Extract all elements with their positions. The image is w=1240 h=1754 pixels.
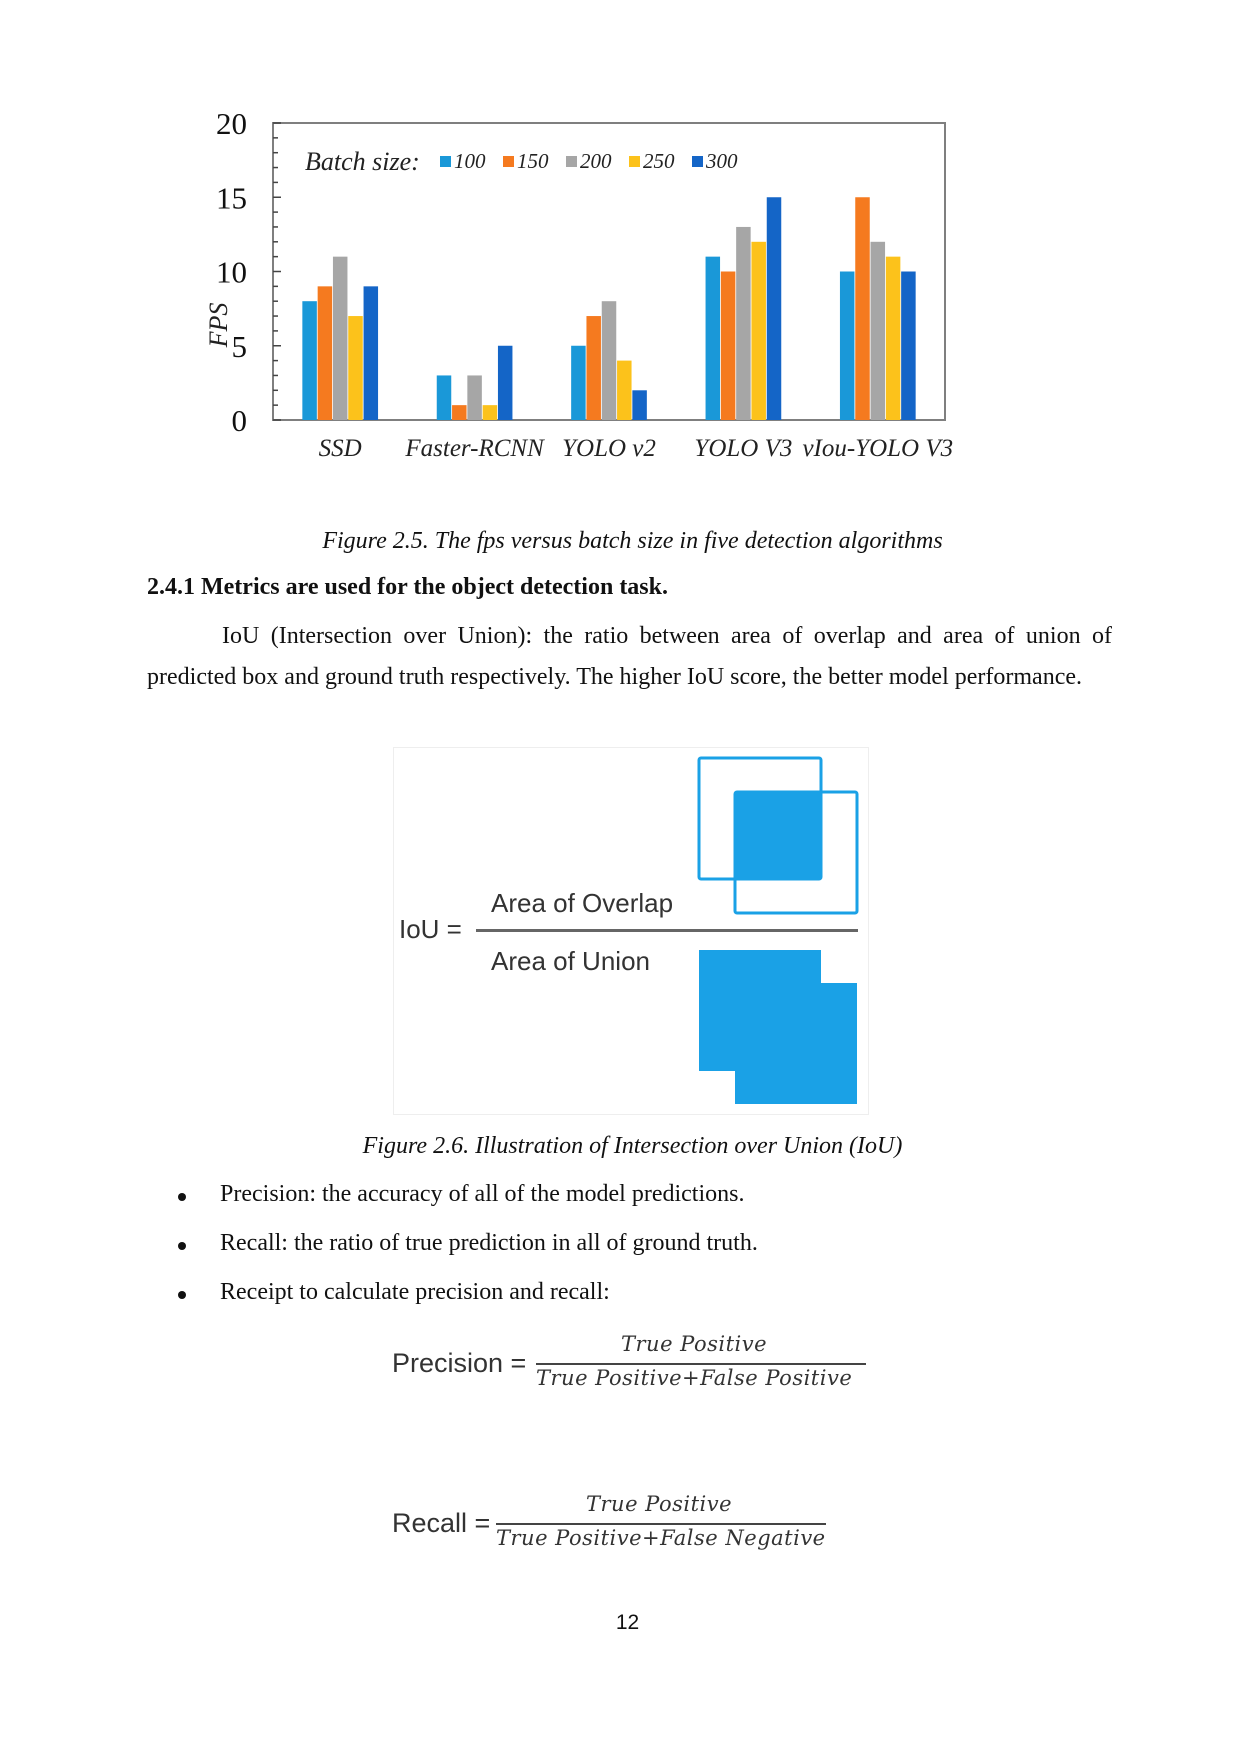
- precision-formula-lhs: Precision =: [392, 1348, 527, 1378]
- bar-250-1: [483, 405, 498, 420]
- bullet-icon: [178, 1242, 186, 1250]
- bar-200-1: [467, 375, 482, 420]
- legend-label-200: 200: [580, 149, 612, 173]
- bar-300-3: [767, 197, 782, 420]
- y-tick-label: 5: [231, 328, 247, 364]
- x-tick-label: Faster-RCNN: [405, 435, 544, 462]
- legend-label-300: 300: [706, 149, 738, 173]
- section-heading: 2.4.1 Metrics are used for the object detection task.: [147, 574, 668, 600]
- bar-150-1: [452, 405, 467, 420]
- x-tick-label: YOLO V3: [694, 435, 793, 462]
- bullet-icon: [178, 1193, 186, 1201]
- legend-swatch-150: [503, 156, 514, 167]
- precision-formula: [392, 1330, 872, 1400]
- bar-100-2: [571, 346, 586, 420]
- x-tick-label: YOLO v2: [562, 435, 656, 462]
- y-axis-label: FPS: [204, 302, 233, 348]
- y-tick-label: 20: [216, 110, 247, 141]
- iou-denominator: Area of Union: [491, 946, 650, 976]
- bar-300-4: [901, 272, 916, 421]
- x-tick-label: vIou-YOLO V3: [802, 435, 954, 462]
- legend-swatch-300: [692, 156, 703, 167]
- bar-100-1: [437, 375, 452, 420]
- iou-numerator: Area of Overlap: [491, 888, 674, 918]
- fraction-bar: [476, 929, 858, 932]
- bar-150-4: [855, 197, 870, 420]
- y-tick-label: 10: [216, 254, 247, 290]
- y-tick-label: 15: [216, 180, 247, 216]
- bar-100-3: [706, 257, 721, 420]
- iou-equation-label: IoU =: [399, 914, 462, 944]
- legend-swatch-100: [440, 156, 451, 167]
- bar-200-4: [871, 242, 886, 420]
- x-tick-label: SSD: [318, 435, 362, 462]
- legend-label-150: 150: [517, 149, 549, 173]
- bar-250-0: [348, 316, 363, 420]
- bar-300-1: [498, 346, 513, 420]
- y-tick-label: 0: [231, 403, 247, 438]
- page-number: 12: [615, 1611, 640, 1634]
- bar-100-4: [840, 272, 855, 421]
- union-shape: [699, 950, 857, 1104]
- x-axis-categories: [319, 435, 953, 462]
- bar-200-3: [736, 227, 751, 420]
- bullet-icon: [178, 1291, 186, 1299]
- bar-200-0: [333, 257, 348, 420]
- recall-formula: [392, 1490, 832, 1560]
- fraction-bar: [496, 1523, 826, 1525]
- precision-numerator: True Positive: [621, 1332, 768, 1356]
- bullet-text: Precision: the accuracy of all of the model predictions.: [220, 1181, 745, 1207]
- iou-illustration: [393, 747, 869, 1115]
- bar-300-2: [632, 390, 647, 420]
- bar-250-4: [886, 257, 901, 420]
- figure-2-6-caption: Figure 2.6. Illustration of Intersection over Union (IoU): [362, 1133, 903, 1159]
- bar-300-0: [364, 286, 379, 420]
- recall-formula-lhs: Recall =: [392, 1508, 491, 1538]
- iou-paragraph: IoU (Intersection over Union): the ratio between area of overlap and area of union of predicted box and ground truth respectively. The higher IoU score, the better model performance.: [147, 623, 1112, 690]
- legend-title: Batch size:: [305, 147, 420, 176]
- fps-bar-chart: [195, 110, 1075, 530]
- legend-swatch-200: [566, 156, 577, 167]
- legend-label-100: 100: [454, 149, 486, 173]
- overlap-fill: [735, 792, 821, 879]
- legend-label-250: 250: [643, 149, 675, 173]
- precision-denominator: True Positive+False Positive: [536, 1366, 853, 1390]
- recall-denominator: True Positive+False Negative: [496, 1526, 826, 1550]
- bar-150-0: [318, 286, 333, 420]
- fraction-bar: [536, 1363, 866, 1365]
- bar-100-0: [302, 301, 317, 420]
- bar-250-2: [617, 361, 632, 420]
- bar-150-3: [721, 272, 736, 421]
- chart-legend: [305, 147, 738, 176]
- iou-boxes-graphic: [394, 748, 870, 1116]
- figure-2-5-caption: Figure 2.5. The fps versus batch size in five detection algorithms: [322, 528, 943, 554]
- bar-200-2: [602, 301, 617, 420]
- recall-numerator: True Positive: [586, 1492, 733, 1516]
- bar-150-2: [586, 316, 601, 420]
- y-axis: [216, 110, 281, 438]
- bullet-text: Recall: the ratio of true prediction in all of ground truth.: [220, 1230, 758, 1256]
- bullet-text: Receipt to calculate precision and recall:: [220, 1279, 610, 1305]
- legend-swatch-250: [629, 156, 640, 167]
- bar-250-3: [751, 242, 766, 420]
